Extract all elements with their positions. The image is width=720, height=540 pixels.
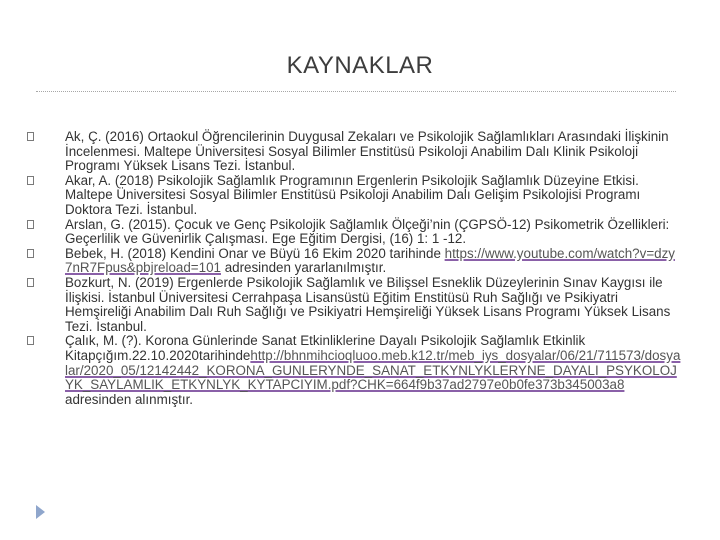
- reference-item: [27, 247, 682, 276]
- page-title: KAYNAKLAR: [286, 52, 434, 79]
- reference-text: Ak, Ç. (2016) Ortaokul Öğrencilerinin Duygusal Zekaları ve Psikolojik Sağlamlıkları Arasındaki İlişkinin İncelenmesi. Maltepe Üniversitesi Sosyal Bilimler Enstitüsü Psikoloji Anabilim Dalı Klinik Psikoloji Programı Yüksek Lisans Tezi. İstanbul.: [65, 129, 669, 174]
- bullet-icon: [27, 278, 34, 287]
- reference-text-after: adresinden alınmıştır.: [65, 391, 194, 407]
- meb-pdf-link[interactable]: http://bhnmihcioqluoo.meb.k12.tr/meb_iys_dosyalar/06/21/711573/dosyalar/2020_05/12142442_KORONA_GUNLERYNDE_SANAT_ETKYNLYKLERYNE_DAYALI_PSYKOLOJYK_SAYLAMLIK_ETKYNLYK_KYTAPCIYIM.pdf?CHK=664f9b37ad2797e0b0fe373b345003a8: [65, 347, 681, 393]
- reference-item: [27, 218, 682, 247]
- bullet-icon: [27, 220, 34, 229]
- title-divider: [36, 91, 676, 92]
- reference-text: Çalık, M. (?). Korona Günlerinde Sanat Etkinliklerine Dayalı Psikolojik Sağlamlık Etkinlik Kitapçığım.22.10.2020tarihinde: [65, 333, 586, 363]
- reference-text: Arslan, G. (2015). Çocuk ve Genç Psikolojik Sağlamlık Ölçeği’nin (ÇGPSÖ-12) Psikometrik Özellikleri: Geçerlilik ve Güvenirlik Çalışması. Ege Eğitim Dergisi, (16) 1: 1 -12.: [65, 216, 670, 247]
- reference-item: [27, 130, 682, 174]
- bullet-icon: [27, 176, 34, 185]
- reference-item: [27, 334, 682, 407]
- bullet-icon: [27, 336, 34, 345]
- bullet-icon: [27, 132, 34, 141]
- reference-text: Bozkurt, N. (2019) Ergenlerde Psikolojik Sağlamlık ve Bilişsel Esneklik Düzeylerinin Sınav Kaygısı ile İlişkisi. İstanbul Üniversitesi Cerrahpaşa Lisansüstü Eğitim Enstitüsü Ruh Sağlığı ve Psikiyatri Hemşireliği Anabilim Dalı Ruh Sağlığı ve Psikiyatri Hemşireliği Yüksek Lisans Programı Yüksek Lisans Tezi. İstanbul.: [65, 274, 671, 334]
- youtube-link[interactable]: https://www.youtube.com/watch?v=dzy7nR7Fpus&pbjreload=101: [65, 245, 675, 276]
- reference-text: Bebek, H. (2018) Kendini Onar ve Büyü 16 Ekim 2020 tarihinde: [65, 245, 445, 261]
- reference-text: Akar, A. (2018) Psikolojik Sağlamlık Programının Ergenlerin Psikolojik Sağlamlık Düzeyine Etkisi. Maltepe Üniversitesi Sosyal Bilimler Enstitüsü Psikoloji Anabilim Dalı Gelişim Psikolojisi Programı Doktora Tezi. İstanbul.: [65, 172, 641, 217]
- reference-item: [27, 276, 682, 334]
- reference-text-after: adresinden yararlanılmıştır.: [220, 260, 387, 276]
- bullet-icon: [27, 249, 34, 258]
- reference-list: [27, 130, 682, 407]
- reference-item: [27, 174, 682, 218]
- next-slide-arrow-icon[interactable]: [36, 505, 45, 519]
